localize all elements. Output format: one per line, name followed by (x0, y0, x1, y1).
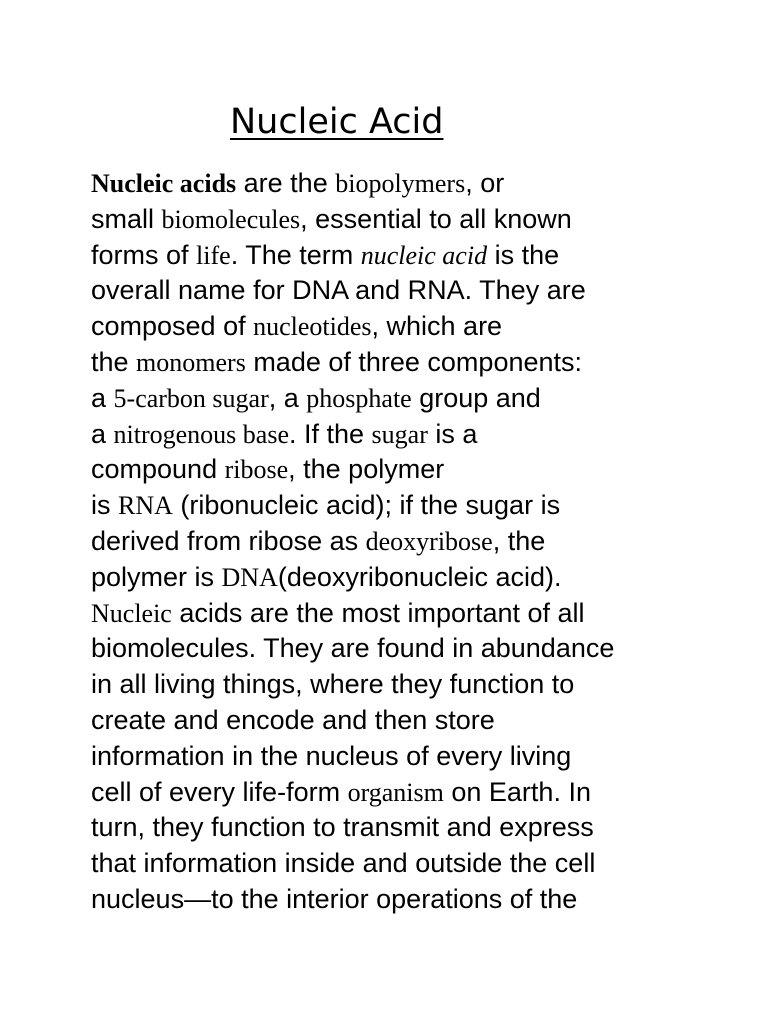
text-run: . The term (230, 239, 361, 270)
text-run: nucleus—to the interior operations of the (91, 883, 578, 914)
text-run: biomolecules (161, 204, 301, 234)
text-run: , or (465, 168, 505, 198)
text-run: group and (411, 382, 541, 413)
text-line (91, 631, 691, 667)
text-run: biomolecules. They are found in abundance (91, 633, 615, 664)
text-run: deoxyribose (365, 526, 493, 556)
text-run: a (91, 418, 114, 449)
text-run: are the (236, 168, 336, 198)
text-line (91, 560, 691, 596)
text-run: nucleotides (253, 312, 372, 342)
text-run: derived from ribose as (91, 525, 366, 556)
text-line (91, 166, 691, 202)
text-run: RNA (118, 491, 173, 521)
text-line (91, 739, 691, 775)
text-line (91, 345, 691, 381)
text-run: 5-carbon sugar (113, 383, 269, 413)
text-run: (deoxyribonucleic acid). (277, 561, 562, 592)
text-run: , the (492, 525, 546, 556)
text-run: is the (487, 239, 560, 270)
text-run: information in the nucleus of every living (91, 740, 572, 771)
text-run: life (196, 240, 231, 270)
text-run: on Earth. In (443, 776, 591, 807)
text-run: nitrogenous base (113, 419, 289, 449)
text-run: nucleic acid (360, 240, 488, 270)
text-run: create and encode and then store (91, 704, 495, 735)
text-line (91, 488, 691, 524)
text-run: the (91, 346, 137, 377)
text-line (91, 273, 691, 309)
text-run: a (91, 382, 114, 413)
text-line (91, 596, 691, 632)
text-run: ribose (224, 455, 289, 485)
text-run: is a (427, 418, 478, 449)
text-run: organism (347, 777, 444, 807)
text-run: composed of (91, 311, 254, 342)
text-run: overall name for DNA and RNA. They are (91, 275, 586, 306)
text-line (91, 810, 691, 846)
text-run: Nucleic (91, 598, 172, 628)
text-line (91, 202, 691, 238)
text-run: , the polymer (288, 454, 445, 485)
text-run: biopolymers (335, 169, 466, 198)
text-run: , essential to all known (300, 203, 572, 234)
text-run: acids are the most important of all (171, 597, 585, 628)
text-run: monomers (136, 347, 246, 377)
text-line (91, 703, 691, 739)
text-run: sugar (371, 419, 428, 449)
text-line (91, 524, 691, 560)
text-run: DNA (221, 562, 278, 592)
text-run: forms of (91, 239, 197, 270)
text-run: is (91, 490, 118, 521)
text-run: cell of every life-form (91, 776, 348, 807)
page-title: Nucleic Acid (230, 102, 444, 142)
text-run: in all living things, where they function to (91, 669, 575, 700)
body-paragraph (91, 166, 691, 918)
text-run: compound (91, 454, 225, 485)
text-run: Nucleic acids (91, 169, 237, 198)
text-line (91, 381, 691, 417)
text-line (91, 775, 691, 811)
text-line (91, 846, 691, 882)
text-run: phosphate (306, 383, 412, 413)
text-line (91, 238, 691, 274)
text-run: small (91, 203, 162, 234)
text-run: that information inside and outside the cell (91, 848, 596, 879)
text-run: made of three components: (245, 346, 583, 377)
text-line (91, 667, 691, 703)
text-run: . If the (289, 418, 372, 449)
text-line (91, 452, 691, 488)
text-run: (ribonucleic acid); if the sugar is (172, 490, 561, 521)
text-run: turn, they function to transmit and express (91, 812, 594, 843)
text-line (91, 882, 691, 918)
text-line (91, 417, 691, 453)
text-run: , a (268, 382, 307, 413)
text-run: , which are (371, 311, 503, 342)
text-run: polymer is (91, 561, 222, 592)
text-line (91, 309, 691, 345)
